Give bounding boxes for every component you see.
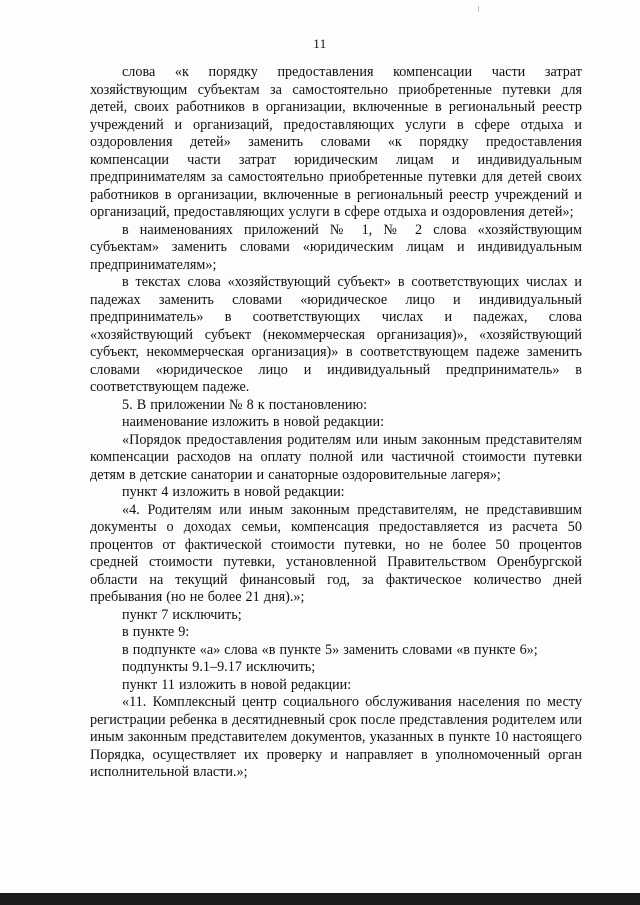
paragraph-subpoint-a: в подпункте «а» слова «в пункте 5» заменить словами «в пункте 6»;	[122, 641, 538, 658]
paragraph-replace-title-words: слова «к порядку предоставления компенсации части затрат хозяйствующим субъектам за самостоятельно приобретенные путевки для детей, своих работников в организации, включенные в региональный реестр учреждений и организаций, предоставляющих услуги в сфере отдыха и оздоровления детей» заменить словами «к порядку предоставления компенсации части затрат юридическим лицам и индивидуальным предпринимателям за самостоятельно приобретенные путевки для детей своих работников в организации, включенные в региональный реестр учреждений и организаций, предоставляющих услуги в сфере отдыха и оздоровления детей»;	[90, 64, 582, 220]
paragraph-point-11-text: «11. Комплексный центр социального обслуживания населения по месту регистрации ребенка в десятидневный срок после представления родителем или иным законным представителем документов, указанных в пункте 10 настоящего Порядка, осуществляет их проверку и направляет в уполномоченный орган исполнительной власти.»;	[90, 694, 582, 780]
paragraph-point-4-text: «4. Родителям или иным законным представителям, не представившим документы о доходах семьи, компенсация предоставляется из расчета 50 процентов от фактической стоимости путевки, но не более 50 процентов средней стоимости путевки, установленной Правительством Оренбургской области на текущий финансовый год, за фактическое количество дней пребывания (но не более 21 дня).»;	[90, 501, 582, 605]
paragraph-point-4-heading: пункт 4 изложить в новой редакции:	[122, 484, 345, 500]
paragraph-procedure-title: «Порядок предоставления родителям или иным законным представителям компенсации расходов на оплату полной или частичной стоимости путевки детям в детские санатории и санаторные оздоровительные лагеря»;	[90, 431, 582, 483]
document-body	[90, 64, 582, 782]
page-number: 11	[313, 36, 327, 51]
paragraph-item-5-heading: 5. В приложении № 8 к постановлению:	[122, 396, 368, 413]
paragraph-point-9-heading: в пункте 9:	[122, 624, 190, 640]
scan-artifact	[478, 6, 479, 12]
scan-bottom-edge	[0, 893, 640, 905]
paragraph-name-new-edition: наименование изложить в новой редакции:	[122, 414, 385, 430]
paragraph-text-replacements: в текстах слова «хозяйствующий субъект» в соответствующих числах и падежах заменить словами «юридическое лицо и индивидуальный предприниматель» в соответствующих числах и падежах, слова «хозяйствующий субъект (некоммерческая организация)», «хозяйствующий субъект, некоммерческая организация)» в соответствующем падеже заменить словами «юридическое лицо и индивидуальный предприниматель» в соответствующем падеже.	[90, 274, 582, 395]
paragraph-appendix-names: в наименованиях приложений № 1, № 2 слова «хозяйствующим субъектам» заменить словами «юридическим лицам и индивидуальным предпринимателям»;	[90, 221, 582, 273]
paragraph-subpoints-exclude: подпункты 9.1–9.17 исключить;	[122, 659, 316, 675]
paragraph-point-7-exclude: пункт 7 исключить;	[122, 606, 242, 623]
paragraph-point-11-heading: пункт 11 изложить в новой редакции:	[122, 676, 352, 693]
